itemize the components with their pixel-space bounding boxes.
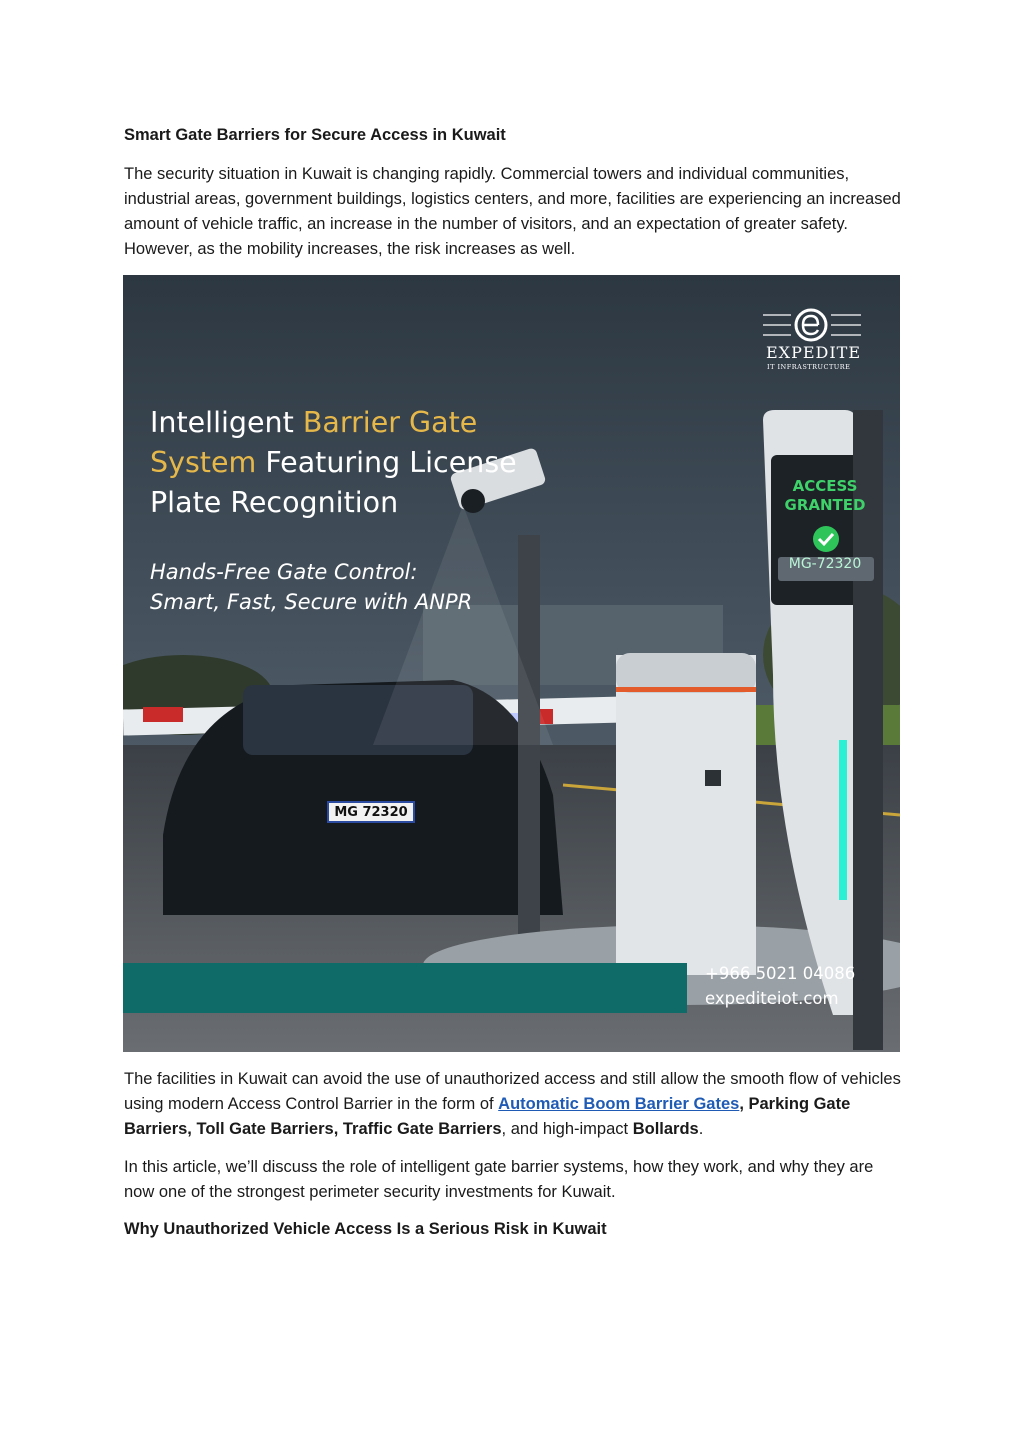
sub-line-2: Smart, Fast, Secure with ANPR xyxy=(150,590,473,614)
promo-banner-image xyxy=(123,275,900,1052)
banner-headline xyxy=(150,403,517,523)
automatic-boom-barrier-gates-link[interactable]: Automatic Boom Barrier Gates xyxy=(498,1095,740,1113)
logo-name: EXPEDITE xyxy=(766,343,862,362)
screen-line-2: GRANTED xyxy=(784,496,866,514)
contact-band xyxy=(123,963,687,1013)
barrier-cabinet xyxy=(616,655,756,975)
p2-bold-2: Bollards xyxy=(632,1120,699,1138)
logo-tagline: IT INFRASTRUCTURE xyxy=(767,363,851,371)
cabinet-vent xyxy=(705,770,721,786)
p2-text-1: The facilities in Kuwait can avoid the use of unauthorized access and still allow the smooth flow of vehicles using modern Access Control Barrier in the form of xyxy=(124,1070,901,1113)
screen-plate-number: MG-72320 xyxy=(788,556,862,572)
section-heading: Why Unauthorized Vehicle Access Is a Serious Risk in Kuwait xyxy=(124,1220,607,1238)
sub-line-1: Hands-Free Gate Control: xyxy=(150,560,418,584)
headline-l3-white: Plate Recognition xyxy=(150,486,399,519)
screen-line-1: ACCESS xyxy=(792,477,858,495)
headline-l1-white: Intelligent xyxy=(150,406,303,439)
contact-website: expediteiot.com xyxy=(705,989,839,1008)
barrier-red-stripe-1 xyxy=(143,707,183,722)
p2-text-2: , and high-impact xyxy=(501,1120,633,1138)
body-paragraph-3: In this article, we’ll discuss the role of intelligent gate barrier systems, how they work, and why they are now one of the strongest perimeter security investments for Kuwait. xyxy=(124,1158,874,1201)
screen-access-text xyxy=(775,477,875,515)
headline-l1-gold: Barrier Gate xyxy=(302,406,478,439)
article-title: Smart Gate Barriers for Secure Access in Kuwait xyxy=(124,126,506,144)
headline-l2-gold: System xyxy=(150,446,257,479)
kiosk-led xyxy=(839,740,847,900)
body-paragraph-2 xyxy=(124,1067,904,1142)
cabinet-orange-strip xyxy=(616,687,756,692)
contact-phone: +966 5021 04086 xyxy=(705,964,856,983)
car-license-plate: MG 72320 xyxy=(334,805,408,820)
p2-end: . xyxy=(698,1120,704,1138)
contact-info xyxy=(705,961,855,1011)
banner-subheadline xyxy=(150,557,472,617)
check-icon-bg xyxy=(813,526,839,552)
p2-bold-1: , Parking Gate Barriers, Toll Gate Barriers, Traffic Gate Barriers xyxy=(124,1095,851,1138)
headline-l2-white: Featuring License xyxy=(256,446,517,479)
intro-paragraph: The security situation in Kuwait is changing rapidly. Commercial towers and individual communities, industrial areas, government buildings, logistics centers, and more, facilities are experiencing an increased amount of vehicle traffic, an increase in the number of visitors, and an expectation of greater safety. However, as the mobility increases, the risk increases as well. xyxy=(124,165,901,258)
banner-artwork xyxy=(123,275,900,1052)
